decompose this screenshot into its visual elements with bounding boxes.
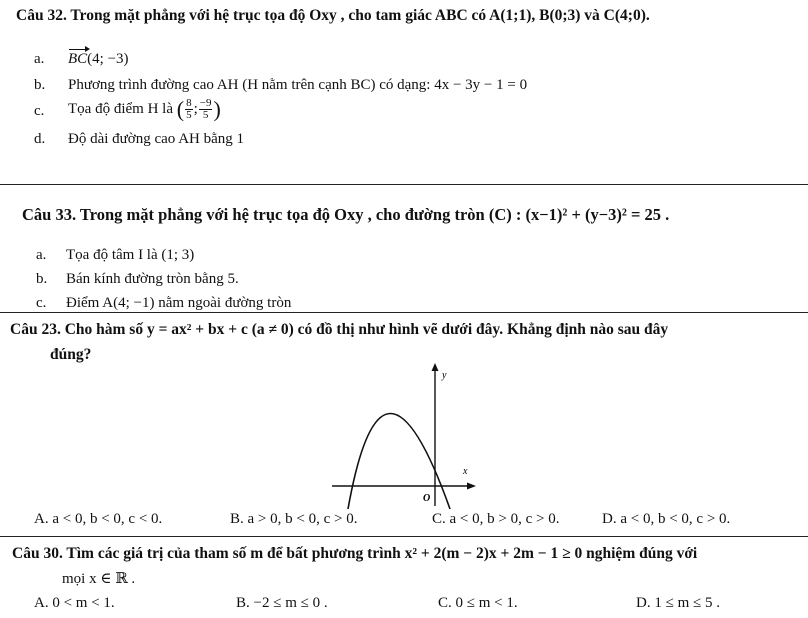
q32-a-text: (4; −3): [87, 51, 129, 67]
q32-b-label: b.: [34, 77, 46, 93]
q32-c-frac2: $\frac{-9}{5}$: [199, 97, 212, 122]
divider: [0, 536, 808, 537]
q32-c-prefix: Tọa độ điểm H là: [68, 101, 173, 117]
q30-option-a: A. 0 < m < 1.: [34, 595, 115, 611]
q32-d-label: d.: [34, 131, 46, 147]
q30-title: Câu 30. Tìm các giá trị của tham số m để bất phương trình x² + 2(m − 2)x + 2m − 1 ≥ 0 nghiệm đúng với: [12, 545, 698, 562]
q33-a-text: Tọa độ tâm I là (1; 3): [66, 247, 195, 263]
q32-d-text: Độ dài đường cao AH bằng 1: [68, 131, 245, 147]
q30-option-d: D. 1 ≤ m ≤ 5 .: [636, 595, 720, 611]
q23-option-b: B. a > 0, b < 0, c > 0.: [230, 511, 358, 527]
q23-title: Câu 23. Cho hàm số y = ax² + bx + c (a ≠ 0) có đồ thị như hình vẽ dưới đây. Khẳng định nào sau đây: [10, 321, 669, 338]
q33-a-label: a.: [36, 247, 47, 263]
parabola-graph: [330, 362, 480, 510]
q32-a-item: [68, 52, 129, 67]
q33-c-label: c.: [36, 295, 47, 311]
q33-b-label: b.: [36, 271, 48, 287]
q32-a-vector: BC: [68, 51, 88, 67]
q33-b-text: Bán kính đường tròn bằng 5.: [66, 271, 239, 287]
q30-title-cont: mọi x ∈ ℝ .: [62, 571, 136, 587]
q30-option-c: C. 0 ≤ m < 1.: [438, 595, 518, 611]
q33-title: Câu 33. Trong mặt phẳng với hệ trục tọa độ Oxy , cho đường tròn (C) : (x−1)² + (y−3)² = 25 .: [22, 205, 670, 224]
q23-option-c: C. a < 0, b > 0, c > 0.: [432, 511, 560, 527]
q32-b-text: Phương trình đường cao AH (H nằm trên cạnh BC) có dạng: 4x − 3y − 1 = 0: [68, 77, 528, 93]
q33-c-text: Điểm A(4; −1) nằm ngoài đường tròn: [66, 295, 292, 311]
q32-c-label: c.: [34, 103, 45, 119]
q32-a-label: a.: [34, 51, 45, 67]
origin-label: O: [423, 493, 431, 504]
x-axis-arrow-icon: [467, 483, 476, 490]
q23-option-a: A. a < 0, b < 0, c < 0.: [34, 511, 163, 527]
y-axis-label: y: [442, 370, 447, 381]
divider: [0, 312, 808, 313]
q32-c-item: Tọa độ điểm H là ( $\frac{8}{5}$ ; $\frac{-9}{5}$ ): [68, 96, 221, 122]
y-axis-arrow-icon: [432, 363, 439, 371]
q30-option-b: B. −2 ≤ m ≤ 0 .: [236, 595, 328, 611]
x-axis-label: x: [463, 466, 468, 477]
divider: [0, 184, 808, 185]
q32-c-frac1: $\frac{8}{5}$: [186, 97, 192, 122]
q23-option-d: D. a < 0, b < 0, c > 0.: [602, 511, 731, 527]
q32-title: Câu 32. Trong mặt phẳng với hệ trục tọa độ Oxy , cho tam giác ABC có A(1;1), B(0;3) và C(4;0).: [16, 7, 650, 24]
q23-title-cont: đúng?: [50, 346, 92, 363]
